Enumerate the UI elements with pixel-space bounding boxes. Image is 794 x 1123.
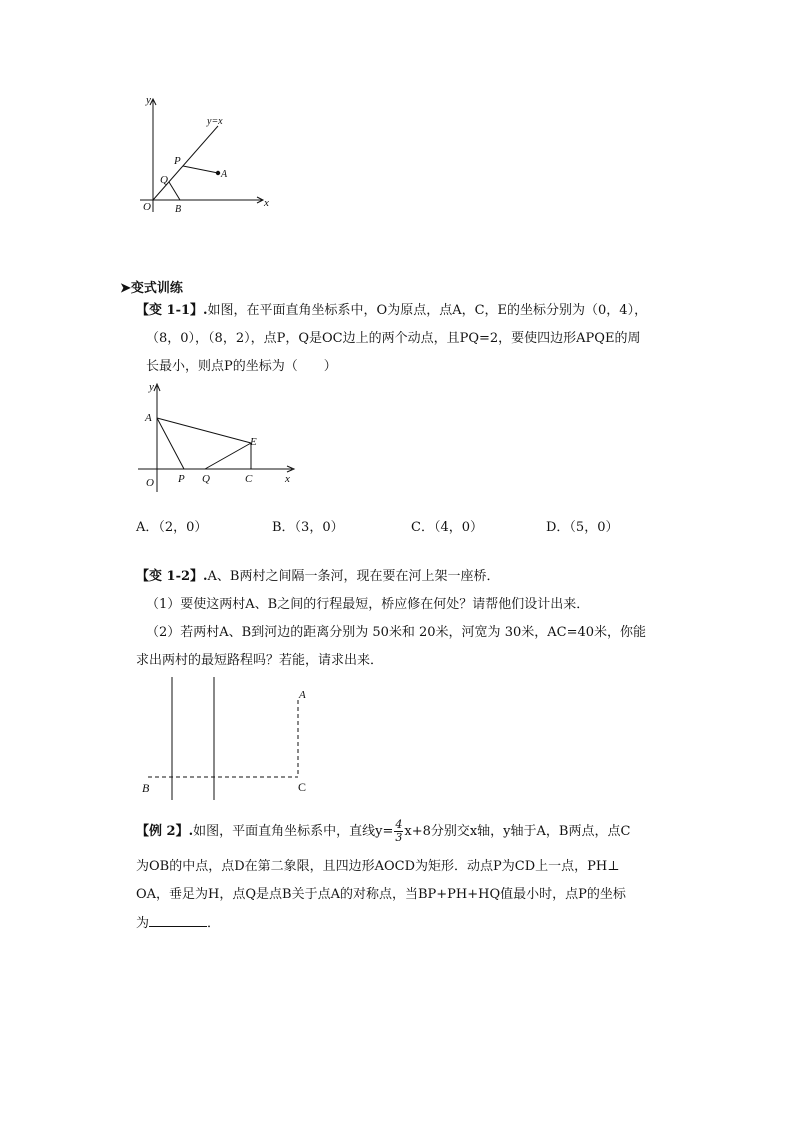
v12-tag: 【变 1-2】. (136, 569, 208, 584)
label-x: x (264, 197, 269, 209)
v11-segment-QE (205, 443, 251, 469)
ex2-period: ． (207, 916, 221, 931)
v11-label-P: P (178, 473, 185, 485)
v11-x-arrow (287, 466, 294, 472)
segment-QB (169, 182, 180, 200)
ex2-fraction (394, 819, 403, 844)
v11-label-y: y (149, 381, 154, 393)
v12-label-B: B (142, 781, 150, 795)
v11-option-a[interactable]: A．（2，0） (136, 520, 208, 535)
v11-option-b[interactable]: B．（3，0） (272, 520, 344, 535)
arrowhead-icon: ➤ (120, 281, 131, 296)
ex2-line4 (136, 914, 220, 933)
ex2-tag: 【例 2】. (136, 824, 194, 839)
v12-line1-text: A、B两村之间隔一条河，现在要在河上架一座桥． (207, 569, 500, 584)
v11-label-Q: Q (202, 473, 210, 485)
label-Q: Q (160, 174, 168, 186)
v11-option-c[interactable]: C．（4，0） (411, 520, 483, 535)
label-O: O (143, 201, 151, 213)
v12-line3: （2）若两村A、B到河边的距离分别为 50米和 20米，河宽为 30米，AC=40米，你能 (146, 625, 647, 640)
ex2-line1-b: x+8分别交x轴，y轴于A，B两点，点C (404, 824, 631, 839)
label-P: P (174, 155, 181, 167)
v11-label-A: A (145, 412, 152, 424)
v11-line1-text: 如图，在平面直角坐标系中，O为原点，点A，C，E的坐标分别为（0，4）， (207, 303, 648, 318)
section-heading-text: 变式训练 (130, 281, 183, 296)
v12-line1 (136, 568, 500, 586)
section-heading (120, 277, 183, 296)
ex2-frac-den: 3 (395, 831, 403, 844)
v11-label-O: O (146, 477, 154, 489)
v11-label-x: x (285, 473, 290, 485)
v11-line1 (136, 302, 647, 320)
label-A: A (221, 169, 228, 180)
v11-option-d[interactable]: D．（5，0） (546, 520, 619, 535)
x-axis-arrow (257, 197, 263, 203)
label-y: y (146, 94, 151, 106)
v12-label-C: C (298, 780, 307, 794)
label-B: B (175, 204, 182, 215)
ex2-line2: 为OB的中点，点D在第二象限，且四边形AOCD为矩形．动点P为CD上一点，PH⊥ (136, 859, 620, 874)
v11-segment-AE (157, 418, 251, 443)
v11-label-E: E (250, 436, 257, 448)
line-y-eq-x (153, 126, 218, 200)
ex2-line1-a: 如图，平面直角坐标系中，直线y= (193, 824, 394, 839)
v11-line3: 长最小，则点P的坐标为（ ） (146, 359, 337, 374)
answer-blank[interactable] (149, 914, 207, 927)
ex2-line1 (136, 819, 630, 845)
y-axis-arrow (150, 99, 156, 105)
v12-line2: （1）要使这两村A、B之间的行程最短，桥应修在何处？请帮他们设计出来． (146, 597, 590, 612)
v12-line4: 求出两村的最短路程吗？若能，请求出来． (136, 653, 384, 668)
point-A-dot (216, 171, 220, 175)
ex2-line3: OA，垂足为H，点Q是点B关于点A的对称点，当BP+PH+HQ值最小时，点P的坐标 (136, 887, 626, 902)
v12-label-A: A (299, 689, 306, 701)
v11-segment-AP (157, 418, 184, 469)
v11-label-C: C (245, 473, 253, 485)
segment-PA (183, 166, 218, 173)
v11-line2: （8，0），（8，2），点P，Q是OC边上的两个动点，且PQ=2，要使四边形APQE的周 (146, 331, 641, 346)
label-line: y=x (207, 116, 223, 127)
v11-y-arrow (154, 384, 160, 391)
v11-tag: 【变 1-1】. (136, 303, 208, 318)
ex2-line4-text: 为 (136, 916, 150, 931)
ex2-frac-num: 4 (395, 818, 403, 831)
